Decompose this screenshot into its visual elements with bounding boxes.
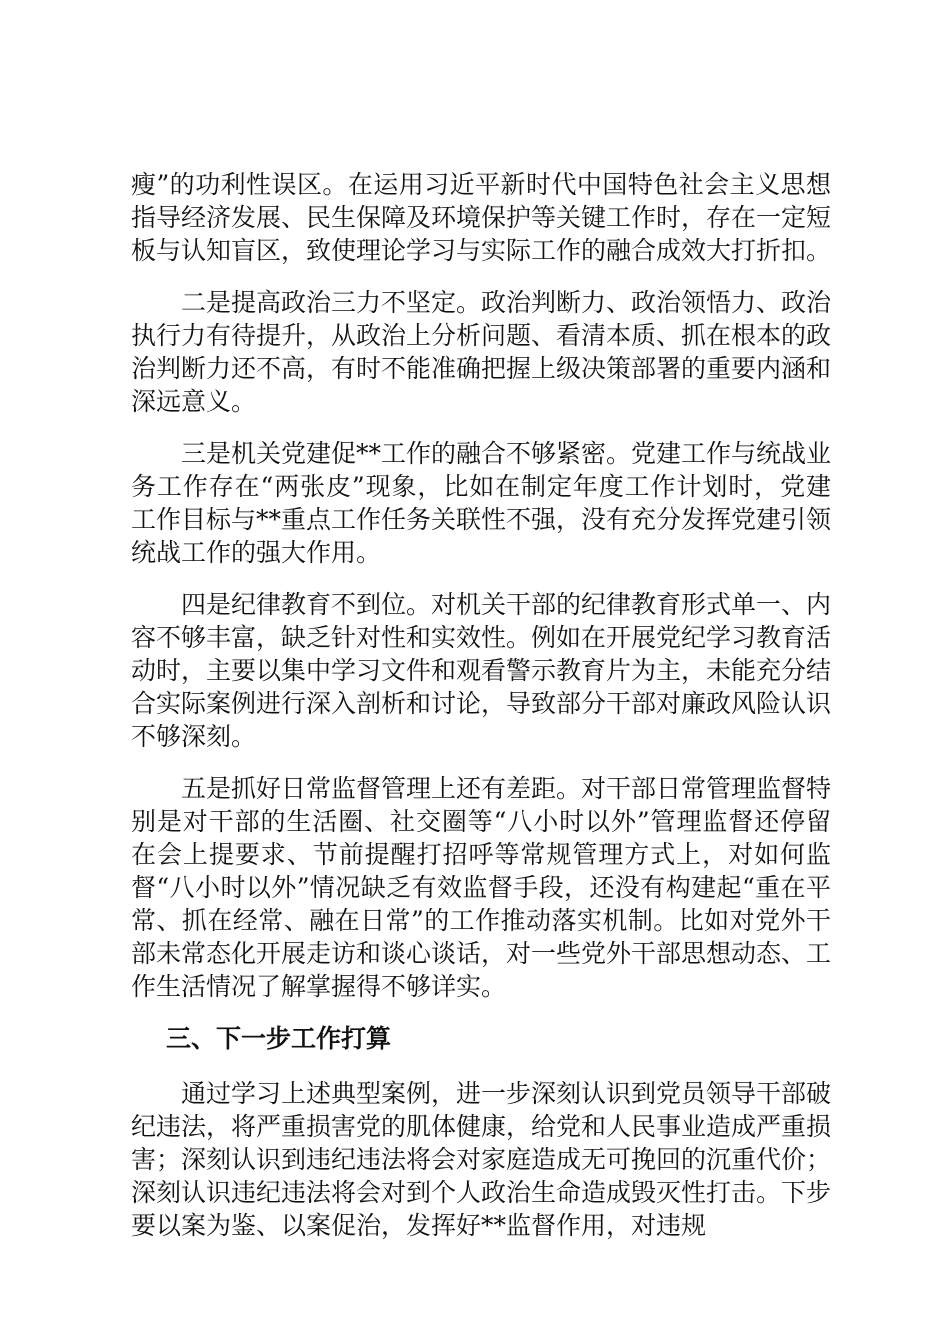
section-heading: 三、下一步工作打算 xyxy=(166,1024,392,1053)
paragraph-discipline-education: 四是纪律教育不到位。对机关干部的纪律教育形式单一、内容不够丰富，缺乏针对性和实效性。例如在开展党纪学习教育活动时，主要以集中学习文件和观看警示教育片为主，未能充分结合实际案例进行深入剖析和讨论，导致部分干部对廉政风险认识不够深刻。 xyxy=(131,590,832,751)
paragraph-continuation: 瘦”的功利性误区。在运用习近平新时代中国特色社会主义思想指导经济发展、民生保障及环境保护等关键工作时，存在一定短板与认知盲区，致使理论学习与实际工作的融合成效大打折扣。 xyxy=(131,170,832,265)
paragraph-next-steps: 通过学习上述典型案例，进一步深刻认识到党员领导干部破纪违法，将严重损害党的肌体健康，给党和人民事业造成严重损害；深刻认识到违纪违法将会对家庭造成无可挽回的沉重代价；深刻认识违纪违法将会对到个人政治生命造成毁灭性打击。下步要以案为鉴、以案促治，发挥好**监督作用，对违规 xyxy=(131,1079,832,1240)
paragraph-party-building: 三是机关党建促**工作的融合不够紧密。党建工作与统战业务工作存在“两张皮”现象，比如在制定年度工作计划时，党建工作目标与**重点工作任务关联性不强，没有充分发挥党建引领统战工作的强大作用。 xyxy=(131,439,832,567)
paragraph-daily-supervision: 五是抓好日常监督管理上还有差距。对干部日常管理监督特别是对干部的生活圈、社交圈等“八小时以外”管理监督还停留在会上提要求、节前提醒打招呼等常规管理方式上，对如何监督“八小时以外”情况缺乏有效监督手段，还没有构建起“重在平常、抓在经常、融在日常”的工作推动落实机制。比如对党外干部未常态化开展走访和谈心谈话，对一些党外干部思想动态、工作生活情况了解掌握得不够详实。 xyxy=(131,774,832,1001)
paragraph-political-ability: 二是提高政治三力不坚定。政治判断力、政治领悟力、政治执行力有待提升，从政治上分析问题、看清本质、抓在根本的政治判断力还不高，有时不能准确把握上级决策部署的重要内涵和深远意义。 xyxy=(131,288,832,416)
document-page xyxy=(131,168,831,1261)
